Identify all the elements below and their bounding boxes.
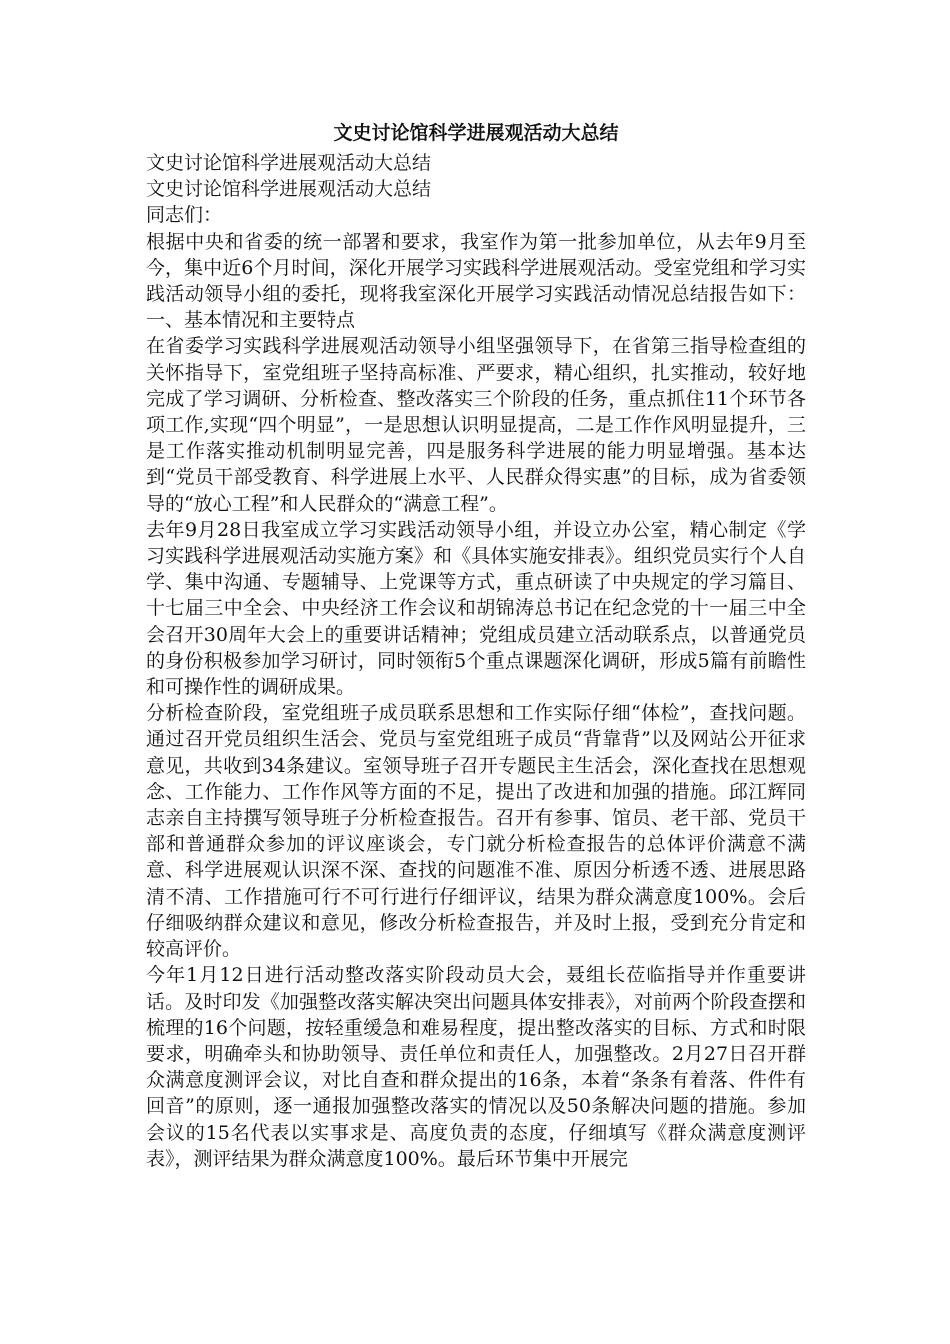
paragraph-rectification-phase: 今年1月12日进行活动整改落实阶段动员大会，聂组长莅临指导并作重要讲话。及时印发《加强整改落实解决突出问题具体安排表》，对前两个阶段查摆和梳理的16个问题，按轻重缓急和难易程度，提出整改落实的目标、方式和时限要求，明确牵头和协助领导、责任单位和责任人，加强整改。2月27日召开群众满意度测评会议，对比自查和群众提出的16条，本着“条条有着落、件件有回音”的原则，逐一通报加强整改落实的情况以及50条解决问题的措施。参加会议的15名代表以实事求是、高度负责的态度，仔细填写《群众满意度测评表》，测评结果为群众满意度100%。最后环节集中开展完	[146, 964, 806, 1170]
document-page	[146, 118, 806, 1172]
subtitle-line-1: 文史讨论馆科学进展观活动大总结	[146, 152, 432, 174]
subtitle-line-2: 文史讨论馆科学进展观活动大总结	[146, 178, 432, 201]
paragraph-intro: 根据中央和省委的统一部署和要求，我室作为第一批参加单位，从去年9月至今，集中近6个月时间，深化开展学习实践科学进展观活动。受室党组和学习实践活动领导小组的委托，现将我室深化开展学习实践活动情况总结报告如下：一、基本情况和主要特点	[146, 230, 806, 332]
paragraph-overview: 在省委学习实践科学进展观活动领导小组坚强领导下，在省第三指导检查组的关怀指导下，室党组班子坚持高标准、严要求，精心组织，扎实推动，较好地完成了学习调研、分析检查、整改落实三个阶段的任务，重点抓住11个环节各项工作,实现“四个明显”，一是思想认识明显提高，二是工作作风明显提升，三是工作落实推动机制明显完善，四是服务科学进展的能力明显增强。基本达到“党员干部受教育、科学进展上水平、人民群众得实惠”的目标，成为省委领导的“放心工程”和人民群众的“满意工程”。	[146, 335, 806, 515]
greeting: 同志们：	[146, 204, 223, 227]
paragraph-analysis-phase: 分析检查阶段，室党组班子成员联系思想和工作实际仔细“体检”，查找问题。通过召开党员组织生活会、党员与室党组班子成员“背靠背”以及网站公开征求意见，共收到34条建议。室领导班子召开专题民主生活会，深化查找在思想观念、工作能力、工作作风等方面的不足，提出了改进和加强的措施。邱江辉同志亲自主持撰写领导班子分析检查报告。召开有参事、馆员、老干部、党员干部和普通群众参加的评议座谈会，专门就分析检查报告的总体评价满意不满意、科学进展观认识深不深、查找的问题准不准、原因分析透不透、进展思路清不清、工作措施可行不可行进行仔细评议，结果为群众满意度100%。会后仔细吸纳群众建议和意见，修改分析检查报告，并及时上报，受到充分肯定和较高评价。	[146, 702, 806, 961]
document-title: 文史讨论馆科学进展观活动大总结	[333, 122, 619, 144]
paragraph-study-phase: 去年9月28日我室成立学习实践活动领导小组，并设立办公室，精心制定《学习实践科学进展观活动实施方案》和《具体实施安排表》。组织党员实行个人自学、集中沟通、专题辅导、上党课等方式，重点研读了中央规定的学习篇目、十七届三中全会、中央经济工作会议和胡锦涛总书记在纪念党的十一届三中全会召开30周年大会上的重要讲话精神；党组成员建立活动联系点，以普通党员的身份积极参加学习研讨，同时领衔5个重点课题深化调研，形成5篇有前瞻性和可操作性的调研成果。	[146, 518, 806, 699]
